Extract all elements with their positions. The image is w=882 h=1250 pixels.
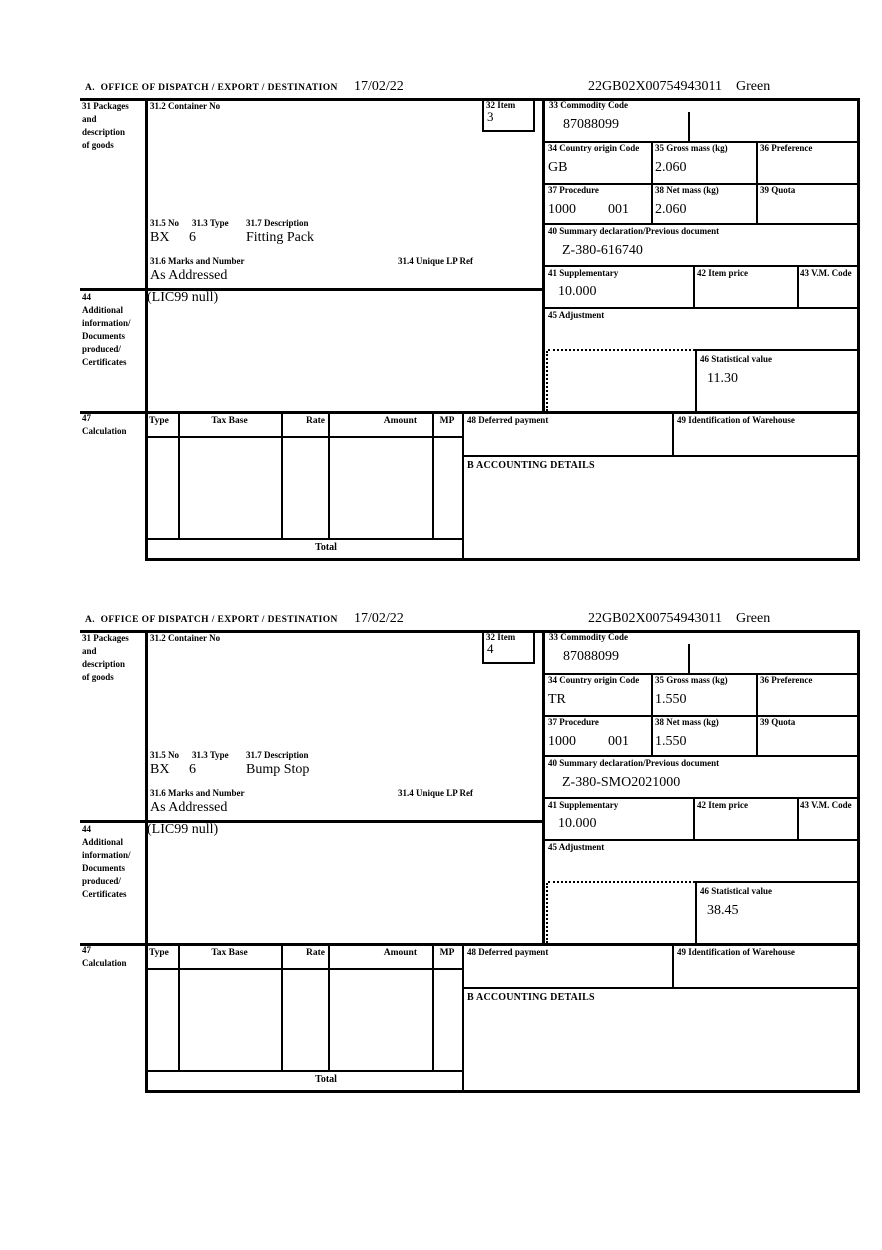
procedure-label: 37 Procedure [548, 717, 599, 727]
box44-label: 44 [82, 292, 91, 302]
procedure-value: 1000 [548, 734, 576, 749]
divider [756, 673, 758, 757]
mrn-number: 22GB02X00754943011 [588, 79, 723, 94]
country-origin-value: GB [548, 160, 568, 175]
marks-label: 31.6 Marks and Number [150, 256, 245, 266]
office-of-dispatch-header: A. OFFICE OF DISPATCH / EXPORT / DESTINATION [85, 615, 338, 625]
unique-lp-ref-label: 31.4 Unique LP Ref [398, 256, 474, 266]
box44-label: Documents [82, 863, 125, 873]
mrn-number: 22GB02X00754943011 [588, 611, 723, 626]
supplementary-value: 10.000 [558, 284, 597, 299]
statistical-value-label: 46 Statistical value [700, 354, 772, 364]
box44-label: produced/ [82, 344, 121, 354]
summary-declaration-value: Z-380-616740 [562, 243, 643, 258]
calc-col-tax-base: Tax Base [211, 948, 248, 958]
box47-label: 47 [82, 945, 91, 955]
calc-col-amount: Amount [383, 948, 417, 958]
box31-label: description [82, 127, 126, 137]
country-origin-label: 34 Country origin Code [548, 675, 640, 685]
warehouse-id-label: 49 Identification of Warehouse [677, 415, 795, 425]
divider [544, 839, 857, 841]
commodity-code-value: 87088099 [563, 649, 619, 664]
gross-mass-value: 1.550 [655, 692, 687, 707]
divider [756, 141, 758, 225]
divider [544, 797, 857, 799]
divider [542, 630, 545, 946]
item-number-value: 3 [487, 109, 494, 124]
commodity-code-separator [688, 644, 690, 673]
procedure-value: 1000 [548, 202, 576, 217]
description-value: Fitting Pack [246, 230, 315, 245]
declaration-date: 17/02/22 [354, 79, 404, 94]
divider [80, 411, 859, 414]
box44-label: Certificates [82, 889, 127, 899]
marks-label: 31.6 Marks and Number [150, 788, 245, 798]
divider [672, 411, 674, 455]
supplementary-value: 10.000 [558, 816, 597, 831]
divider [544, 223, 857, 225]
divider [462, 455, 857, 457]
dotted-divider [548, 881, 695, 883]
packages-no-label: 31.5 No [150, 218, 179, 228]
declaration-date: 17/02/22 [354, 611, 404, 626]
box44-label: information/ [82, 850, 131, 860]
summary-declaration-label: 40 Summary declaration/Previous document [548, 226, 720, 236]
packages-no-label: 31.5 No [150, 750, 179, 760]
procedure-label: 37 Procedure [548, 185, 599, 195]
net-mass-value: 2.060 [655, 202, 687, 217]
commodity-code-label: 33 Commodity Code [549, 100, 628, 110]
packages-type-label: 31.3 Type [192, 218, 229, 228]
divider [145, 538, 464, 540]
divider [432, 411, 434, 538]
divider [281, 411, 283, 538]
commodity-code-separator [688, 112, 690, 141]
declaration-item-block-1 [0, 80, 882, 563]
packages-no-value: BX [150, 230, 170, 245]
box47-label: Calculation [82, 426, 127, 436]
container-no-label: 31.2 Container No [150, 633, 221, 643]
summary-declaration-label: 40 Summary declaration/Previous document [548, 758, 720, 768]
accounting-details-label: B ACCOUNTING DETAILS [467, 992, 595, 1003]
divider [462, 411, 464, 558]
divider [145, 1070, 464, 1072]
dotted-divider [548, 349, 695, 351]
item-number-label: 32 Item [486, 100, 516, 110]
description-label: 31.7 Description [246, 750, 309, 760]
statistical-value-label: 46 Statistical value [700, 886, 772, 896]
procedure-code2-value: 001 [608, 734, 629, 749]
box44-label: Documents [82, 331, 125, 341]
box44-label: produced/ [82, 876, 121, 886]
calc-col-rate: Rate [306, 416, 325, 426]
box31-label: 31 Packages [82, 101, 129, 111]
deferred-payment-label: 48 Deferred payment [467, 415, 549, 425]
divider [178, 411, 180, 538]
divider [544, 755, 857, 757]
box47-label: 47 [82, 413, 91, 423]
net-mass-label: 38 Net mass (kg) [655, 717, 719, 727]
adjustment-label: 45 Adjustment [548, 842, 605, 852]
divider [145, 558, 860, 561]
item-price-label: 42 Item price [697, 268, 748, 278]
procedure-code2-value: 001 [608, 202, 629, 217]
marks-value: As Addressed [150, 268, 228, 283]
additional-information-value: (LIC99 null) [147, 822, 219, 837]
calc-col-mp: MP [439, 948, 455, 958]
country-origin-label: 34 Country origin Code [548, 143, 640, 153]
divider [857, 98, 860, 561]
preference-label: 36 Preference [760, 675, 813, 685]
divider [542, 98, 545, 414]
item-price-label: 42 Item price [697, 800, 748, 810]
quota-label: 39 Quota [760, 717, 796, 727]
adjustment-label: 45 Adjustment [548, 310, 605, 320]
divider [672, 943, 674, 987]
declaration-item-block-2 [0, 612, 882, 1095]
calc-total-label: Total [315, 542, 337, 553]
divider [695, 881, 857, 883]
divider [544, 307, 857, 309]
box31-label: and [82, 646, 97, 656]
divider [80, 943, 859, 946]
box44-label: information/ [82, 318, 131, 328]
accounting-details-label: B ACCOUNTING DETAILS [467, 460, 595, 471]
summary-declaration-value: Z-380-SMO2021000 [562, 775, 681, 790]
divider [695, 881, 697, 943]
box31-label: 31 Packages [82, 633, 129, 643]
divider [544, 265, 857, 267]
packages-type-value: 6 [189, 762, 196, 777]
divider [695, 349, 857, 351]
gross-mass-label: 35 Gross mass (kg) [655, 143, 728, 153]
routing-status: Green [736, 79, 771, 94]
divider [797, 797, 799, 841]
box44-label: Additional [82, 305, 124, 315]
box31-label: of goods [82, 140, 114, 150]
item-number-value: 4 [487, 641, 494, 656]
box44-label: 44 [82, 824, 91, 834]
quota-label: 39 Quota [760, 185, 796, 195]
calc-col-tax-base: Tax Base [211, 416, 248, 426]
supplementary-label: 41 Supplementary [548, 268, 619, 278]
calc-col-type: Type [149, 948, 169, 958]
gross-mass-label: 35 Gross mass (kg) [655, 675, 728, 685]
divider [462, 987, 857, 989]
divider [145, 968, 464, 970]
divider [857, 630, 860, 1093]
vm-code-label: 43 V.M. Code [800, 268, 852, 278]
net-mass-value: 1.550 [655, 734, 687, 749]
box31-label: description [82, 659, 126, 669]
divider [328, 943, 330, 1070]
container-no-label: 31.2 Container No [150, 101, 221, 111]
additional-information-value: (LIC99 null) [147, 290, 219, 305]
packages-no-value: BX [150, 762, 170, 777]
divider [145, 98, 148, 561]
calc-total-label: Total [315, 1074, 337, 1085]
unique-lp-ref-label: 31.4 Unique LP Ref [398, 788, 474, 798]
divider [145, 630, 148, 1093]
box31-label: and [82, 114, 97, 124]
item-number-label: 32 Item [486, 632, 516, 642]
deferred-payment-label: 48 Deferred payment [467, 947, 549, 957]
divider [693, 265, 695, 309]
divider [178, 943, 180, 1070]
gross-mass-value: 2.060 [655, 160, 687, 175]
commodity-code-label: 33 Commodity Code [549, 632, 628, 642]
statistical-value: 11.30 [707, 371, 738, 386]
divider [797, 265, 799, 309]
calc-col-type: Type [149, 416, 169, 426]
statistical-value: 38.45 [707, 903, 739, 918]
country-origin-value: TR [548, 692, 566, 707]
box47-label: Calculation [82, 958, 127, 968]
divider [328, 411, 330, 538]
divider [695, 349, 697, 411]
routing-status: Green [736, 611, 771, 626]
divider [145, 1090, 860, 1093]
dotted-divider [546, 883, 548, 943]
packages-type-label: 31.3 Type [192, 750, 229, 760]
divider [651, 673, 653, 757]
description-value: Bump Stop [246, 762, 310, 777]
divider [462, 943, 464, 1090]
office-of-dispatch-header: A. OFFICE OF DISPATCH / EXPORT / DESTINATION [85, 83, 338, 93]
box31-label: of goods [82, 672, 114, 682]
divider [281, 943, 283, 1070]
supplementary-label: 41 Supplementary [548, 800, 619, 810]
marks-value: As Addressed [150, 800, 228, 815]
box44-label: Certificates [82, 357, 127, 367]
vm-code-label: 43 V.M. Code [800, 800, 852, 810]
description-label: 31.7 Description [246, 218, 309, 228]
divider [651, 141, 653, 225]
calc-col-rate: Rate [306, 948, 325, 958]
packages-type-value: 6 [189, 230, 196, 245]
preference-label: 36 Preference [760, 143, 813, 153]
calc-col-mp: MP [439, 416, 455, 426]
warehouse-id-label: 49 Identification of Warehouse [677, 947, 795, 957]
divider [693, 797, 695, 841]
dotted-divider [546, 351, 548, 411]
commodity-code-value: 87088099 [563, 117, 619, 132]
calc-col-amount: Amount [383, 416, 417, 426]
divider [145, 436, 464, 438]
box44-label: Additional [82, 837, 124, 847]
net-mass-label: 38 Net mass (kg) [655, 185, 719, 195]
divider [432, 943, 434, 1070]
